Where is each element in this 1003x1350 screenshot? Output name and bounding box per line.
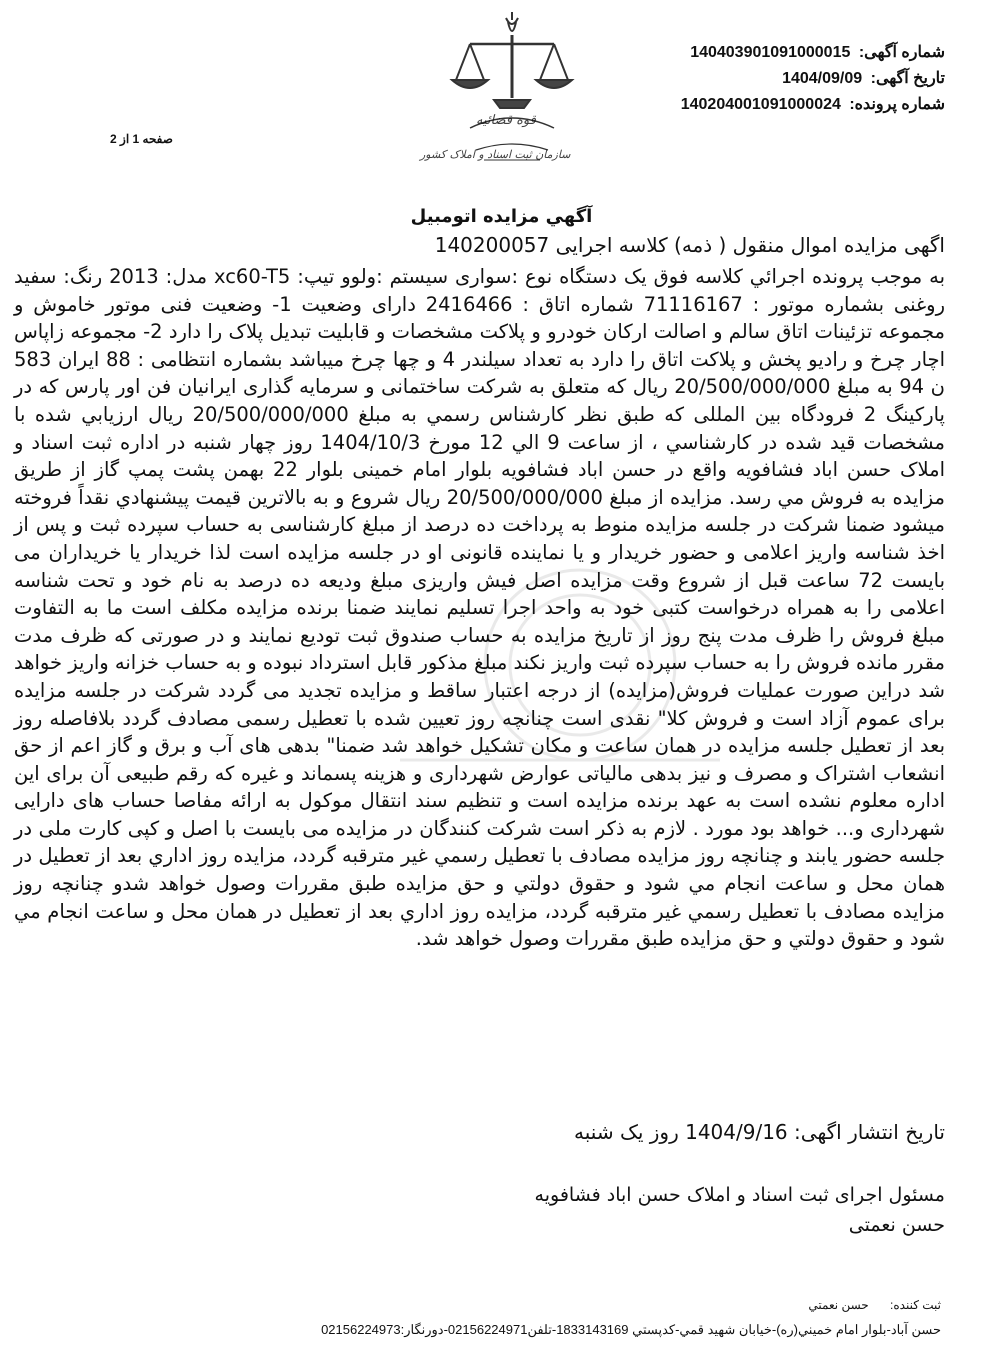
page-subtitle: اگهی مزایده اموال منقول ( ذمه) کلاسه اجرایی 140200057	[434, 233, 945, 257]
ad-number-label: شماره آگهی:	[858, 44, 945, 61]
auction-body-text: به موجب پرونده اجرائي كلاسه فوق يک دستگاه نوع :سواری سیستم :ولوو تیپ: xc60-T5 مدل: 2013 رنگ: سفید روغنی بشماره موتور : 71116167 شماره اتاق : 2416466 دارای وضعیت 1- وضعیت فنی موتور خاموش و مجموعه تزئینات اتاق سالم و اصالت ارکان خودرو و پلاکت مشخصات و قابلیت تبدیل پلاک را دارد 2- مجموعه زاپاس اچار چرخ و رادیو پخش و پلاکت اتاق را دارد به تعداد سیلندر 4 و چها چرخ میباشد بشماره انتظامی : 88 ایران 583 ن 94 به مبلغ 20/500/000/000 ریال که متعلق به شرکت ساختمانی و سرمایه گذاری ایرانیان فن اور پارس که در پارکینگ 2 فرودگاه بین المللی که طبق نظر کارشناس رسمي به مبلغ 20/500/000/000 ريال ارزيابي شده با مشخصات قيد شده در كارشناسي ، از ساعت 9 الي 12 مورخ 1404/10/3 روز چهار شنبه در اداره ثبت اسناد و املاک حسن اباد فشافویه واقع در حسن اباد فشافویه بلوار امام خمینی بلوار 22 بهمن پشت پمپ گاز از طريق مزايده به فروش مي رسد. مزايده از مبلغ 20/500/000/000 ريال شروع و به بالاترين قيمت پيشنهادي نقداً فروخته ميشود ضمنا شرکت در جلسه مزایده منوط به پرداخت ده درصد از مبلغ کارشناسی به حساب سپرده ثبت و پس از اخذ شناسه واریز اعلامی و حضور خریدار و یا نماینده قانونی او در جلسه مزایده است لذا خریدار یا خریداران می بایست 72 ساعت قبل از شروع وقت مزایده اصل فیش واریزی مبلغ ودیعه ده درصد به نام خود و تحت شناسه اعلامی را به همراه درخواست کتبی خود به واحد اجرا تسلیم نمایند ضمنا برنده مزایده مکلف است ما به التفاوت مبلغ فروش را ظرف مدت پنج روز از تاریخ مزایده به حساب صندوق ثبت تودیع نمایند و در صورتی که ظرف مدت مقرر مانده فروش را به حساب سپرده ثبت واریز نکند مبلغ مذکور قابل استرداد نبوده و به حساب خزانه واریز خواهد شد دراین صورت عملیات فروش(مزایده) از درجه اعتبار ساقط و مزایده تجدید می گردد شرکت در جلسه مزایده برای عموم آزاد است و فروش کلا" نقدی است چنانچه روز تعیین شده با تعطیل رسمی مصادف گردد بلافاصله روز بعد از تعطیل جلسه مزایده در همان ساعت و مکان تشکیل خواهد شد ضمنا" بدهی های آب و برق و گاز اعم از حق انشعاب اشتراک و مصرف و نیز بدهی مالیاتی عوارض شهرداری و هزینه پسماند و غیره که رقم طبیعی آن برای این اداره معلوم نشده است به عهد برنده مزایده است و تنظیم سند انتقال موکول به ارائه مفاصا حساب های دارایی شهرداری و... خواهد بود مورد . لازم به ذکر است شرکت کنندگان در مزایده می بایست با اصل و کپی کارت ملی در جلسه حضور یابند و چنانچه روز مزايده مصادف با تعطيل رسمي غير مترقبه گردد، مزايده روز اداري بعد از تعطيل در همان محل و ساعت انجام مي شود و حقوق دولتي و حق مزايده طبق مقررات وصول خواهد شدو چنانچه روز مزايده مصادف با تعطيل رسمي غير مترقبه گردد، مزايده روز اداري بعد از تعطيل در همان محل و ساعت انجام مي شود و حقوق دولتي و حق مزايده طبق مقررات وصول خواهد شد.	[14, 265, 946, 951]
file-number-row	[681, 92, 945, 118]
ad-date: 1404/09/09	[782, 70, 863, 87]
registrar-name: حسن نعمتي	[808, 1298, 869, 1312]
footer-address: حسن آباد-بلوار امام خميني(ره)-خيابان شهيد قمي-كدپستي 1833143169-تلفن02156224971-دورنگار:02156224973	[321, 1322, 941, 1337]
publication-date: 1404/9/16	[685, 1120, 788, 1144]
page-indicator: صفحه 1 از 2	[110, 132, 173, 146]
official-signature-block	[535, 1180, 945, 1240]
publication-weekday: روز یک شنبه	[574, 1120, 679, 1144]
file-number: 140204001091000024	[680, 96, 841, 113]
registrar-label: ثبت کننده:	[890, 1298, 941, 1312]
logo-line-1: قوه قضائیه	[476, 113, 536, 128]
registrar-line	[808, 1298, 941, 1312]
ad-date-label: تاریخ آگهی:	[870, 70, 945, 87]
file-number-label: شماره پرونده:	[849, 96, 945, 113]
official-name: حسن نعمتی	[848, 1214, 945, 1236]
publication-line	[574, 1120, 945, 1144]
ad-number-row	[681, 40, 945, 66]
publication-label: تاریخ انتشار اگهی:	[794, 1120, 945, 1144]
ad-meta	[681, 40, 945, 118]
ad-number: 140403901091000015	[690, 44, 851, 61]
logo-line-2: سازمان ثبت اسناد و املاک کشور	[420, 148, 571, 161]
page-title: آگهي مزايده اتومبيل	[410, 206, 593, 227]
ad-date-row	[681, 66, 945, 92]
official-title: مسئول اجرای ثبت اسناد و املاک حسن اباد فشافویه	[534, 1184, 945, 1206]
